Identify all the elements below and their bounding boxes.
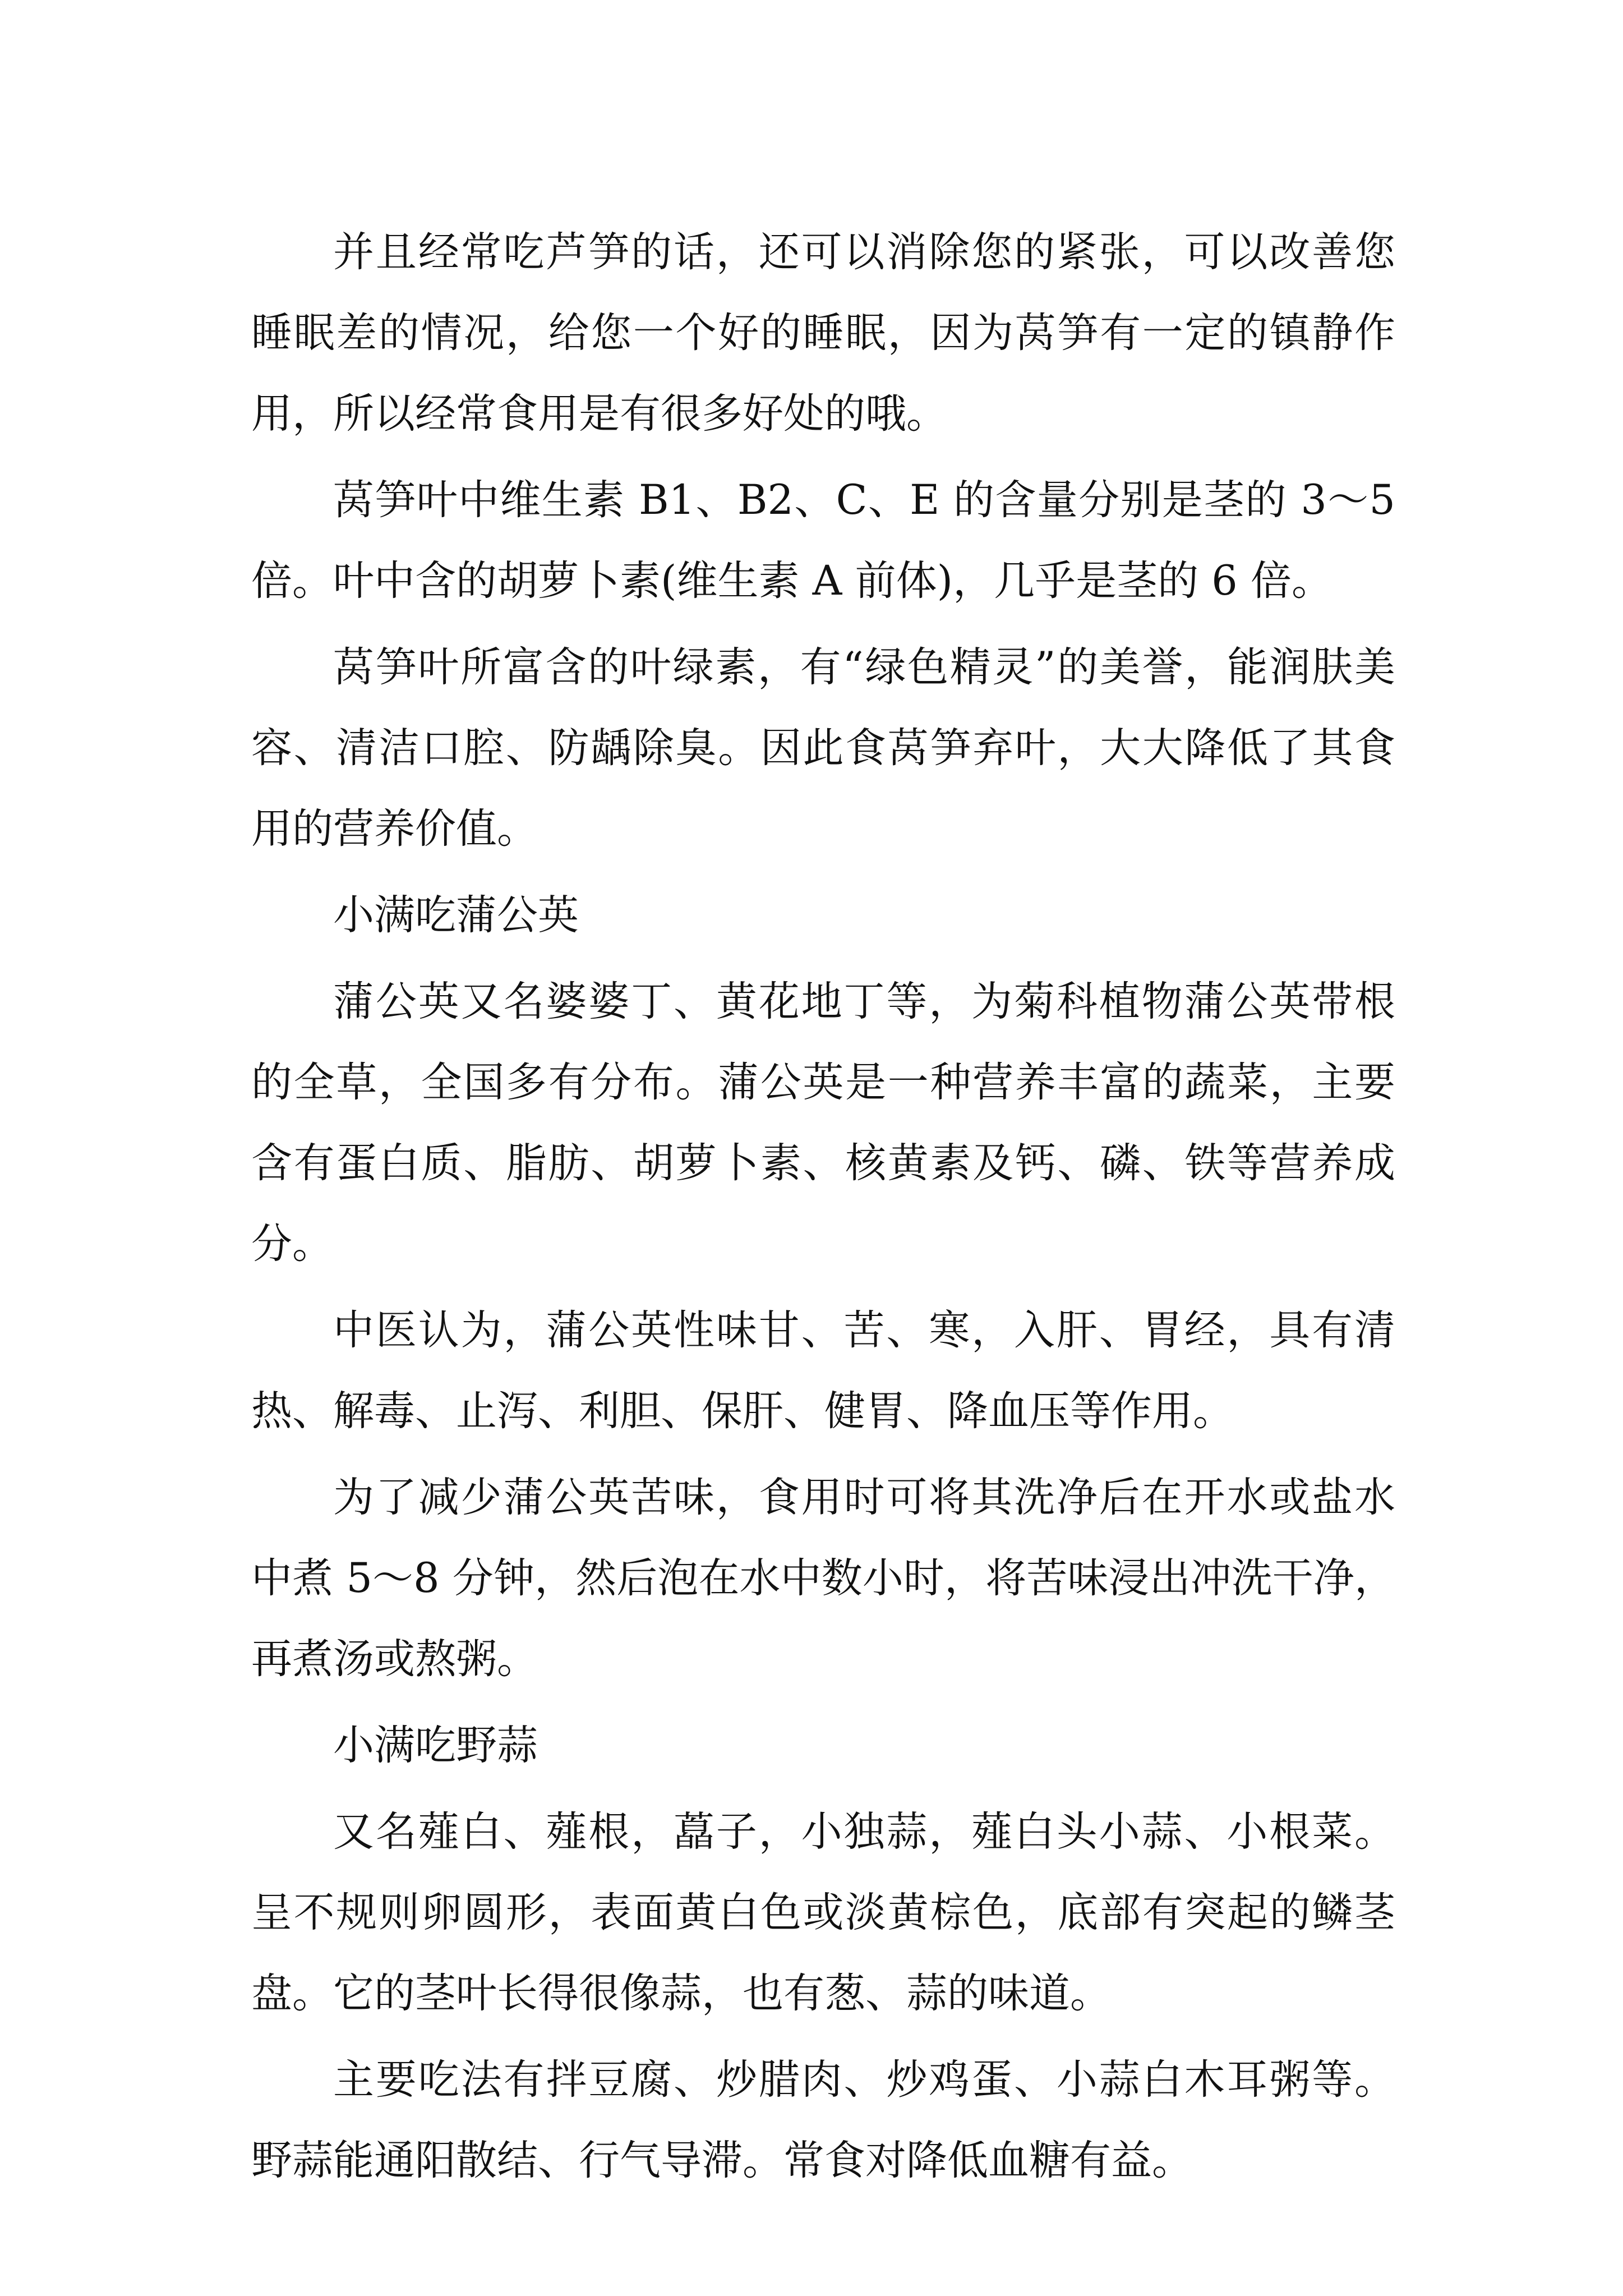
paragraph: 又名薤白、薤根，藠子，小独蒜，薤白头小蒜、小根菜。呈不规则卵圆形，表面黄白色或淡黄棕色，底部有突起的鳞茎盘。它的茎叶长得很像蒜，也有葱、蒜的味道。: [251, 1808, 1395, 2017]
document-page: [251, 212, 1395, 2207]
paragraph: 为了减少蒲公英苦味，食用时可将其洗净后在开水或盐水中煮 5～8 分钟，然后泡在水中数小时，将苦味浸出冲洗干净，再煮汤或熬粥。: [251, 1474, 1395, 1683]
paragraph: 蒲公英又名婆婆丁、黄花地丁等，为菊科植物蒲公英带根的全草，全国多有分布。蒲公英是一种营养丰富的蔬菜，主要含有蛋白质、脂肪、胡萝卜素、核黄素及钙、磷、铁等营养成分。: [251, 978, 1395, 1268]
paragraph: 莴笋叶所富含的叶绿素，有“绿色精灵”的美誉，能润肤美容、清洁口腔、防龋除臭。因此食莴笋弃叶，大大降低了其食用的营养价值。: [251, 643, 1395, 853]
section-heading: 小满吃野蒜: [333, 1722, 538, 1769]
section-heading: 小满吃蒲公英: [333, 891, 579, 939]
paragraph: 主要吃法有拌豆腐、炒腊肉、炒鸡蛋、小蒜白木耳粥等。野蒜能通阳散结、行气导滞。常食对降低血糖有益。: [251, 2056, 1395, 2184]
paragraph: 并且经常吃芦笋的话，还可以消除您的紧张，可以改善您睡眠差的情况，给您一个好的睡眠，因为莴笋有一定的镇静作用，所以经常食用是有很多好处的哦。: [251, 228, 1395, 438]
paragraph: 中医认为，蒲公英性味甘、苦、寒，入肝、胃经，具有清热、解毒、止泻、利胆、保肝、健胃、降血压等作用。: [251, 1306, 1395, 1435]
paragraph: 莴笋叶中维生素 B1、B2、C、E 的含量分别是茎的 3～5 倍。叶中含的胡萝卜素(维生素 A 前体)，几乎是茎的 6 倍。: [251, 476, 1395, 605]
